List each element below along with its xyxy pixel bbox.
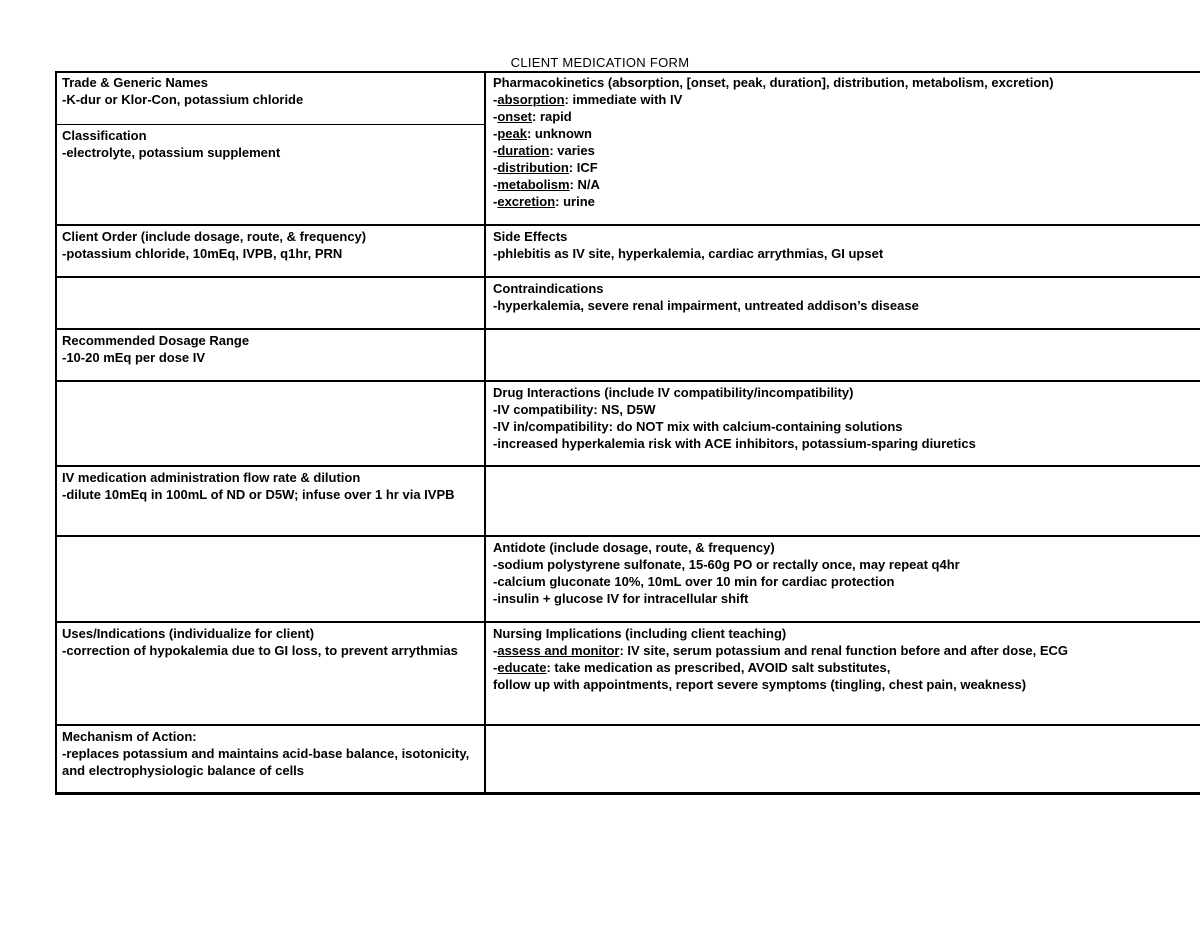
drug-interactions-cell xyxy=(486,381,1200,466)
absorption-line: -absorption: immediate with IV xyxy=(493,92,683,107)
table-border-left xyxy=(55,71,57,795)
contraindications-cell xyxy=(486,277,1200,329)
row-divider-3 xyxy=(55,328,1200,330)
trade-generic-value: -K-dur or Klor-Con, potassium chloride xyxy=(62,92,304,107)
distribution-value: : ICF xyxy=(568,160,598,175)
metabolism-term: metabolism xyxy=(497,177,570,192)
assess-line: -assess and monitor: IV site, serum potassium and renal function before and after dose, ECG xyxy=(493,643,1069,658)
distribution-line: -distribution: ICF xyxy=(493,160,598,175)
distribution-term: distribution xyxy=(497,160,569,175)
uses-cell xyxy=(55,622,485,725)
side-effects-heading: Side Effects xyxy=(493,229,568,244)
onset-term: onset xyxy=(497,109,533,124)
excretion-line: -excretion: urine xyxy=(493,194,595,209)
row-divider-7 xyxy=(55,621,1200,623)
row-divider-8 xyxy=(55,724,1200,726)
trade-generic-heading: Trade & Generic Names xyxy=(62,75,208,90)
table-column-divider xyxy=(484,71,486,795)
duration-term: duration xyxy=(497,143,550,158)
row-divider-4 xyxy=(55,380,1200,382)
table-border-bottom xyxy=(55,792,1200,795)
empty-left-cell-7 xyxy=(55,536,485,622)
educate-line: -educate: take medication as prescribed, AVOID salt substitutes, xyxy=(493,660,891,675)
onset-value: : rapid xyxy=(532,109,572,124)
mechanism-cell xyxy=(55,725,485,795)
form-title: CLIENT MEDICATION FORM xyxy=(510,55,690,70)
excretion-value: : urine xyxy=(555,194,595,209)
educate-value: : take medication as prescribed, AVOID salt substitutes, xyxy=(546,660,891,675)
classification-heading: Classification xyxy=(62,128,147,143)
peak-term: peak xyxy=(497,126,527,141)
table-border-top xyxy=(55,71,1200,73)
antidote-line-3: -insulin + glucose IV for intracellular shift xyxy=(493,591,749,606)
onset-line: -onset: rapid xyxy=(493,109,572,124)
contraindications-heading: Contraindications xyxy=(493,281,604,296)
trade-generic-cell xyxy=(55,71,485,124)
mechanism-value: -replaces potassium and maintains acid-base balance, isotonicity, and electrophysiologic balance of cells xyxy=(62,746,470,778)
side-effects-cell xyxy=(486,225,1200,277)
metabolism-line: -metabolism: N/A xyxy=(493,177,600,192)
nursing-line-3: follow up with appointments, report severe symptoms (tingling, chest pain, weakness) xyxy=(493,677,1027,692)
pharmacokinetics-heading: Pharmacokinetics (absorption, [onset, peak, duration], distribution, metabolism, excretion) xyxy=(493,75,1054,90)
pharmacokinetics-cell xyxy=(486,71,1200,225)
drug-interactions-line-2: -IV in/compatibility: do NOT mix with calcium-containing solutions xyxy=(493,419,903,434)
classification-divider xyxy=(55,124,485,125)
classification-cell xyxy=(55,124,485,225)
metabolism-value: : N/A xyxy=(569,177,600,192)
row-divider-2 xyxy=(55,276,1200,278)
dosage-range-value: -10-20 mEq per dose IV xyxy=(62,350,206,365)
row-divider-6 xyxy=(55,535,1200,537)
client-order-value: -potassium chloride, 10mEq, IVPB, q1hr, PRN xyxy=(62,246,343,261)
client-order-heading: Client Order (include dosage, route, & frequency) xyxy=(62,229,367,244)
empty-left-cell-3 xyxy=(55,277,485,329)
classification-value: -electrolyte, potassium supplement xyxy=(62,145,281,160)
duration-value: : varies xyxy=(549,143,595,158)
dosage-range-heading: Recommended Dosage Range xyxy=(62,333,250,348)
peak-line: -peak: unknown xyxy=(493,126,592,141)
antidote-line-1: -sodium polystyrene sulfonate, 15-60g PO or rectally once, may repeat q4hr xyxy=(493,557,960,572)
educate-term: educate xyxy=(497,660,547,675)
iv-admin-cell xyxy=(55,466,485,536)
excretion-term: excretion xyxy=(497,194,556,209)
uses-value: -correction of hypokalemia due to GI loss, to prevent arrythmias xyxy=(62,643,458,658)
iv-admin-value: -dilute 10mEq in 100mL of ND or D5W; infuse over 1 hr via IVPB xyxy=(62,487,455,502)
contraindications-value: -hyperkalemia, severe renal impairment, untreated addison’s disease xyxy=(493,298,919,313)
mechanism-heading: Mechanism of Action: xyxy=(62,729,197,744)
absorption-value: : immediate with IV xyxy=(564,92,683,107)
nursing-heading: Nursing Implications (including client teaching) xyxy=(493,626,787,641)
client-order-cell xyxy=(55,225,485,277)
drug-interactions-line-3: -increased hyperkalemia risk with ACE inhibitors, potassium-sparing diuretics xyxy=(493,436,976,451)
nursing-implications-cell xyxy=(486,622,1200,725)
medication-form-table xyxy=(55,71,1200,795)
drug-interactions-heading: Drug Interactions (include IV compatibility/incompatibility) xyxy=(493,385,854,400)
row-divider-5 xyxy=(55,465,1200,467)
antidote-heading: Antidote (include dosage, route, & frequency) xyxy=(493,540,775,555)
antidote-line-2: -calcium gluconate 10%, 10mL over 10 min for cardiac protection xyxy=(493,574,895,589)
uses-heading: Uses/Indications (individualize for client) xyxy=(62,626,315,641)
duration-line: -duration: varies xyxy=(493,143,595,158)
antidote-cell xyxy=(486,536,1200,622)
side-effects-value: -phlebitis as IV site, hyperkalemia, cardiac arrythmias, GI upset xyxy=(493,246,884,261)
iv-admin-heading: IV medication administration flow rate & dilution xyxy=(62,470,361,485)
assess-value: : IV site, serum potassium and renal function before and after dose, ECG xyxy=(619,643,1069,658)
empty-right-cell-4 xyxy=(486,329,1200,381)
row-divider-1 xyxy=(55,224,1200,226)
dosage-range-cell xyxy=(55,329,485,381)
peak-value: : unknown xyxy=(526,126,592,141)
empty-right-cell-9 xyxy=(486,725,1200,795)
drug-interactions-line-1: -IV compatibility: NS, D5W xyxy=(493,402,656,417)
absorption-term: absorption xyxy=(497,92,565,107)
empty-right-cell-6 xyxy=(486,466,1200,536)
assess-term: assess and monitor xyxy=(497,643,620,658)
empty-left-cell-5 xyxy=(55,381,485,466)
